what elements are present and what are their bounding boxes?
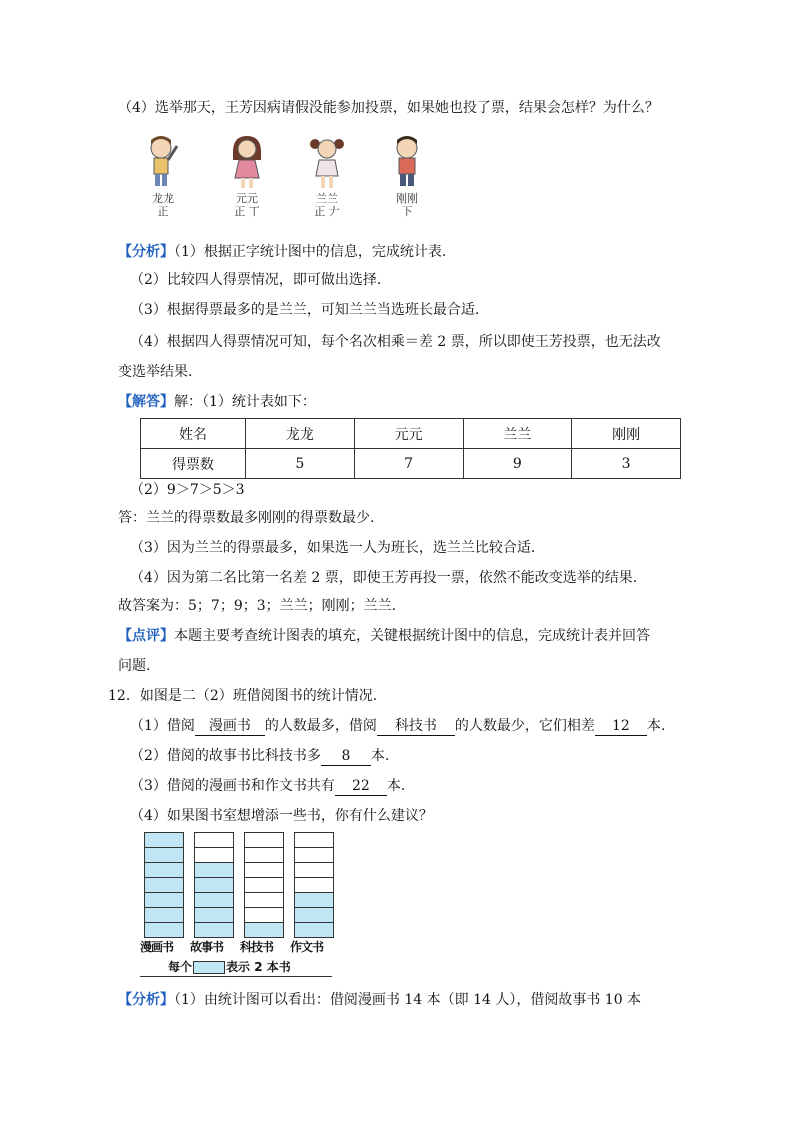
q12-text: 本. — [370, 748, 390, 764]
answer-blank: 12 — [595, 717, 647, 736]
category-label: 作文书 — [290, 940, 324, 954]
comment-tag: 【点评】 — [118, 628, 174, 644]
question-4-text: （4）选举那天，王芳因病请假没能参加投票，如果她也投了票，结果会怎样？为什么？ — [118, 100, 659, 116]
bar-科技书 — [244, 832, 284, 938]
q12-text: 本. — [646, 718, 666, 734]
analysis-line-5: 变选举结果. — [118, 364, 193, 380]
q12-text: （2）借阅的故事书比科技书多 — [130, 748, 321, 764]
bar-cell — [144, 923, 184, 938]
bar-cell — [144, 878, 184, 893]
bar-cell — [244, 923, 284, 938]
person-longlong — [138, 134, 188, 226]
table-cell: 元元 — [354, 419, 463, 449]
bar-cell — [194, 923, 234, 938]
answer-blank: 科技书 — [377, 717, 455, 736]
chart-baseline — [140, 976, 332, 977]
analysis-line-3: （3）根据得票最多的是兰兰，可知兰兰当选班长最合适. — [130, 302, 480, 318]
comment-line-1 — [118, 626, 650, 646]
person-tally: 正 𠂇 — [314, 205, 340, 218]
voting-figure — [138, 134, 438, 226]
boy-icon — [387, 134, 427, 192]
q12-text: （1）借阅 — [130, 718, 195, 734]
bar-cell — [194, 878, 234, 893]
bar-漫画书 — [144, 832, 184, 938]
table-cell: 9 — [463, 449, 572, 479]
person-tally: 正 丅 — [234, 205, 260, 218]
q12-text: （3）借阅的漫画书和作文书共有 — [130, 778, 335, 794]
answer-text: 解：（1）统计表如下： — [174, 394, 316, 410]
q12-text: 的人数最少，它们相差 — [454, 718, 595, 734]
vote-table — [140, 418, 681, 479]
answer-blank: 8 — [321, 747, 371, 766]
category-label: 科技书 — [240, 940, 274, 954]
bar-cell — [144, 908, 184, 923]
comment-line-2: 问题. — [118, 658, 151, 674]
bar-cell — [244, 908, 284, 923]
answer-line-2: （2）9＞7＞5＞3 — [130, 482, 245, 498]
person-lanlan — [302, 134, 352, 226]
person-yuanyuan — [222, 134, 272, 226]
bar-cell — [244, 848, 284, 863]
category-label: 故事书 — [190, 940, 224, 954]
chart-legend — [168, 958, 291, 975]
analysis2-line — [118, 990, 641, 1010]
table-cell: 3 — [572, 449, 681, 479]
bar-cell — [244, 878, 284, 893]
bar-cell — [144, 848, 184, 863]
answer-tag: 【解答】 — [118, 394, 174, 410]
analysis-tag: 【分析】 — [118, 992, 174, 1008]
table-row — [141, 419, 681, 449]
table-cell: 得票数 — [141, 449, 246, 479]
q12-text: 的人数最多，借阅 — [264, 718, 377, 734]
answer-line-6: 故答案为：5；7；9；3；兰兰；刚刚；兰兰. — [118, 598, 397, 614]
bar-cell — [244, 863, 284, 878]
bar-cell — [144, 863, 184, 878]
person-name: 元元 — [236, 192, 258, 205]
table-cell: 龙龙 — [246, 419, 355, 449]
bar-cell — [294, 908, 334, 923]
bar-cell — [194, 908, 234, 923]
bar-cell — [294, 848, 334, 863]
person-ganggang — [382, 134, 432, 226]
boy-icon — [143, 134, 183, 192]
bar-cell — [144, 832, 184, 848]
bar-cell — [194, 832, 234, 848]
answer-line-4: （3）因为兰兰的得票最多，如果选一人为班长，选兰兰比较合适. — [130, 540, 536, 556]
analysis-tag: 【分析】 — [118, 244, 174, 260]
analysis-line-2: （2）比较四人得票情况，即可做出选择. — [130, 272, 382, 288]
table-cell: 7 — [354, 449, 463, 479]
bar-cell — [294, 832, 334, 848]
answer-line-3: 答：兰兰的得票数最多刚刚的得票数最少. — [118, 510, 375, 526]
answer-blank: 漫画书 — [195, 717, 265, 736]
person-name: 龙龙 — [152, 192, 174, 205]
table-cell: 兰兰 — [463, 419, 572, 449]
bar-作文书 — [294, 832, 334, 938]
category-label: 漫画书 — [140, 940, 174, 954]
bar-cell — [144, 893, 184, 908]
bar-故事书 — [194, 832, 234, 938]
bar-cell — [194, 893, 234, 908]
question-12-title: 12．如图是二（2）班借阅图书的统计情况. — [108, 688, 378, 704]
q12-sub-2 — [130, 746, 389, 766]
table-row — [141, 449, 681, 479]
bar-cell — [244, 893, 284, 908]
analysis-text: （1）根据正字统计图中的信息，完成统计表. — [174, 244, 447, 260]
person-name: 刚刚 — [396, 192, 418, 205]
bar-cell — [194, 848, 234, 863]
answer-intro — [118, 392, 316, 412]
answer-line-5: （4）因为第二名比第一名差 2 票，即使王芳再投一票，依然不能改变选举的结果. — [130, 570, 638, 586]
bar-cell — [294, 878, 334, 893]
answer-blank: 22 — [335, 777, 387, 796]
bar-cell — [194, 863, 234, 878]
person-tally: 下 — [401, 205, 413, 218]
analysis-text: （1）由统计图可以看出：借阅漫画书 14 本（即 14 人），借阅故事书 10 本 — [174, 992, 642, 1008]
person-tally: 正 — [157, 205, 169, 218]
q12-sub-3 — [130, 776, 405, 796]
legend-text: 每个 — [168, 960, 193, 974]
bar-cell — [294, 893, 334, 908]
analysis-line-1 — [118, 242, 446, 262]
person-name: 兰兰 — [316, 192, 338, 205]
bar-cell — [244, 832, 284, 848]
girl-icon — [307, 134, 347, 192]
table-cell: 刚刚 — [572, 419, 681, 449]
bar-cell — [294, 863, 334, 878]
analysis-line-4: （4）根据四人得票情况可知，每个名次相乘＝差 2 票，所以即使王芳投票，也无法改 — [130, 334, 661, 350]
comment-text: 本题主要考查统计图表的填充，关键根据统计图中的信息，完成统计表并回答 — [174, 628, 650, 644]
q12-text: 本. — [386, 778, 406, 794]
q12-sub-1 — [130, 716, 665, 736]
table-cell: 姓名 — [141, 419, 246, 449]
book-chart — [140, 832, 340, 982]
table-cell: 5 — [246, 449, 355, 479]
girl-icon — [227, 134, 267, 192]
bar-cell — [294, 923, 334, 938]
q12-sub-4: （4）如果图书室想增添一些书，你有什么建议？ — [130, 808, 433, 824]
legend-text: 表示 2 本书 — [226, 960, 291, 974]
legend-swatch — [193, 961, 225, 974]
